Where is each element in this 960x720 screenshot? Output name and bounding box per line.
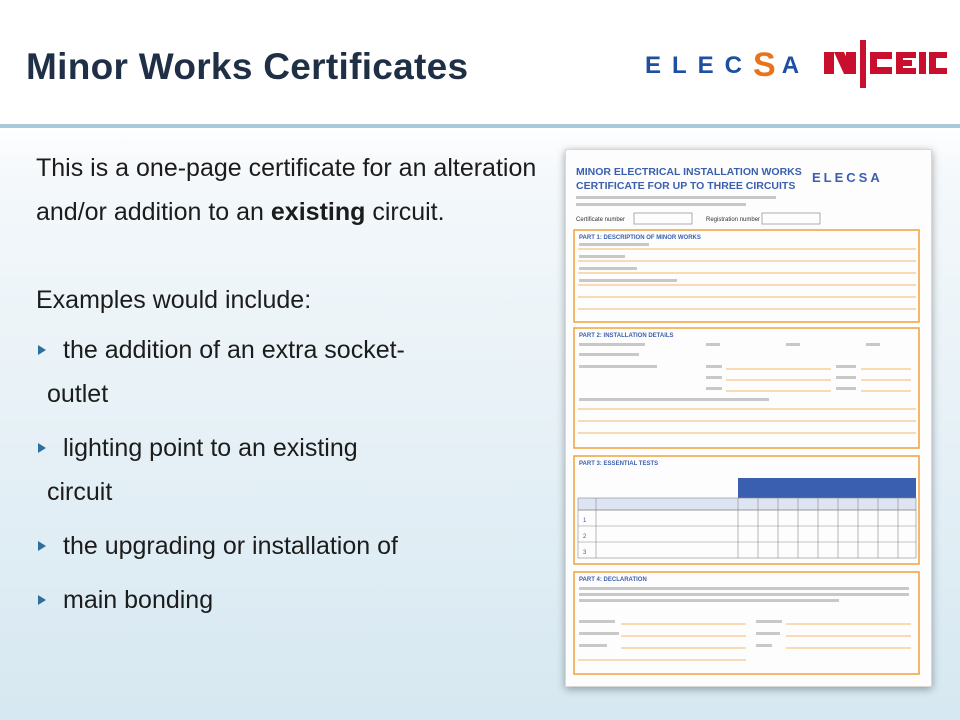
bullet-arrow-icon xyxy=(38,345,46,355)
page-title: Minor Works Certificates xyxy=(26,46,469,87)
elecsa-logo-text-2: A xyxy=(781,52,811,79)
examples-list xyxy=(36,328,546,622)
list-item xyxy=(36,524,546,568)
list-item-line: the addition of an extra socket- xyxy=(63,336,405,364)
cert-title-2: CERTIFICATE FOR UP TO THREE CIRCUITS xyxy=(576,180,796,192)
intro-paragraph xyxy=(36,146,546,234)
intro-text-2: circuit. xyxy=(365,198,445,226)
cert-part3-heading: PART 3: ESSENTIAL TESTS xyxy=(579,461,659,467)
list-item xyxy=(36,328,546,416)
list-item-line: the upgrading or installation of xyxy=(63,532,398,560)
list-item-line: circuit xyxy=(47,478,113,506)
slide-header xyxy=(0,0,960,124)
cert-part1-heading: PART 1: DESCRIPTION OF MINOR WORKS xyxy=(579,235,701,241)
certificate-image xyxy=(565,149,932,687)
niceic-logo xyxy=(822,38,948,90)
registration-label: Registration number xyxy=(706,217,761,223)
intro-emphasis: existing xyxy=(270,198,366,226)
cert-elecsa-logo: ELECSA xyxy=(812,170,883,185)
cert-title-1: MINOR ELECTRICAL INSTALLATION WORKS xyxy=(576,166,802,178)
elecsa-logo xyxy=(645,46,810,85)
circuit-row-number: 2 xyxy=(583,534,587,540)
circuit-row-number: 3 xyxy=(583,550,587,556)
bullet-arrow-icon xyxy=(38,595,46,605)
bullet-arrow-icon xyxy=(38,443,46,453)
elecsa-logo-s: S xyxy=(753,46,782,84)
list-item xyxy=(36,578,546,622)
examples-heading: Examples would include: xyxy=(36,286,312,314)
header-divider xyxy=(0,124,960,128)
circuit-row-number: 1 xyxy=(583,518,587,524)
cert-number-label: Certificate number xyxy=(576,217,626,223)
list-item-line: lighting point to an existing xyxy=(63,434,358,462)
list-item xyxy=(36,426,546,514)
list-item-line: outlet xyxy=(47,380,109,408)
cert-part2-heading: PART 2: INSTALLATION DETAILS xyxy=(579,333,674,339)
slide-body xyxy=(36,146,546,632)
certificate-form xyxy=(566,150,931,686)
intro-text-1: This is a one-page certificate for an alteration and/or addition to an xyxy=(36,154,537,226)
list-item-line: main bonding xyxy=(63,586,214,614)
bullet-arrow-icon xyxy=(38,541,46,551)
elecsa-logo-text-1: ELEC xyxy=(645,52,754,79)
cert-part4-heading: PART 4: DECLARATION xyxy=(579,577,647,583)
